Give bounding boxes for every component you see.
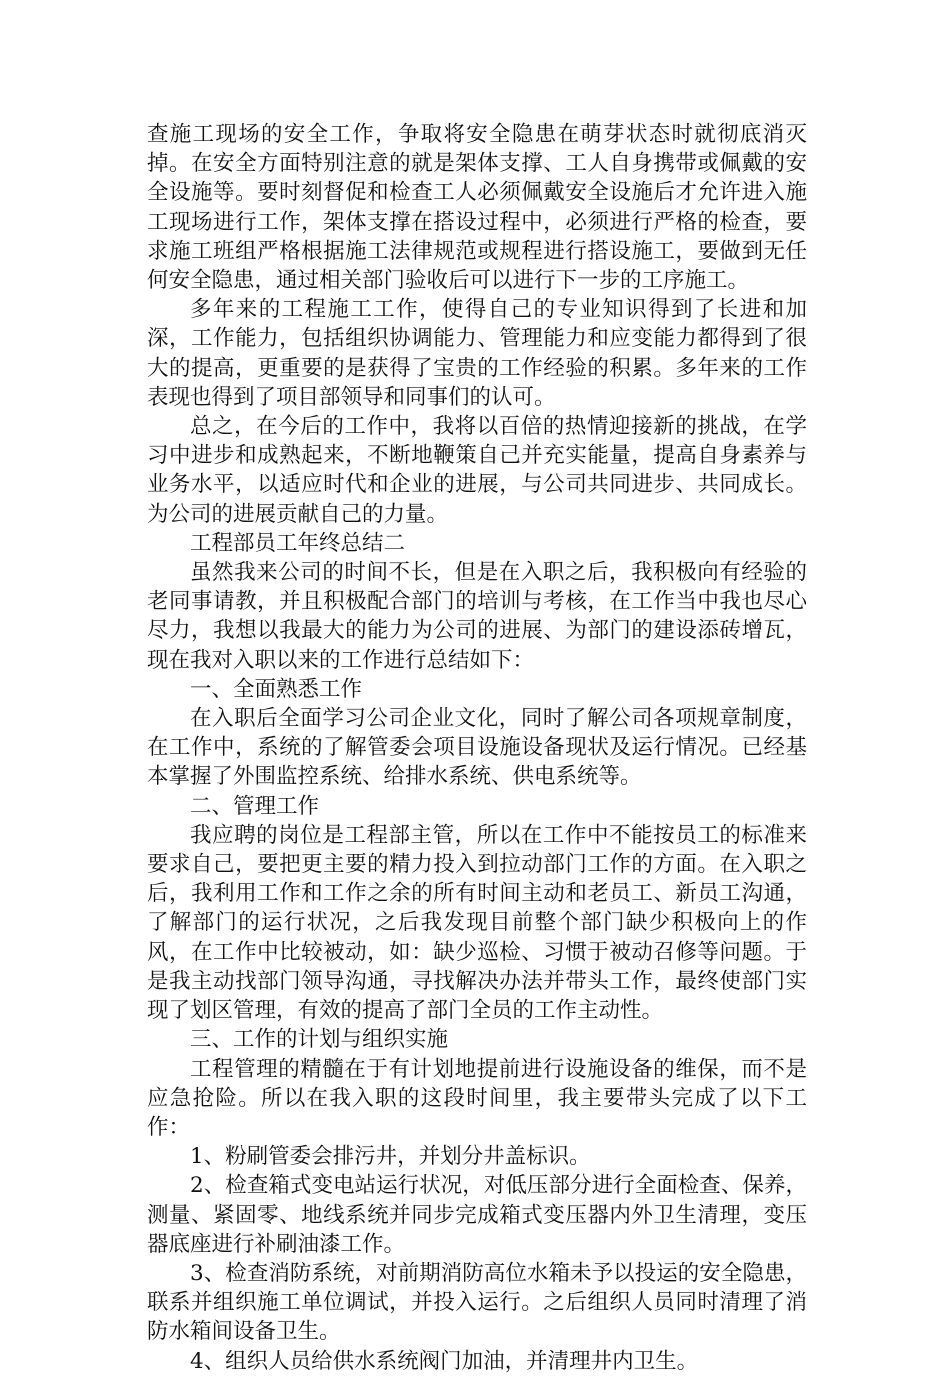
list-item-3: 3、检查消防系统，对前期消防高位水箱未予以投运的安全隐患，联系并组织施工单位调试，并投入运行。之后组织人员同时清理了消防水箱间设备卫生。 <box>147 1260 807 1345</box>
heading-management-work: 二、管理工作 <box>190 793 320 819</box>
paragraph-management-work: 我应聘的岗位是工程部主管，所以在工作中不能按员工的标准来要求自己，要把更主要的精力投入到拉动部门工作的方面。在入职之后，我利用工作和工作之余的所有时间主动和老员工、新员工沟通，了解部门的运行状况，之后我发现目前整个部门缺少积极向上的作风，在工作中比较被动，如：缺少巡检、习惯于被动召修等问题。于是我主动找部门领导沟通，寻找解决办法并带头工作，最终使部门实现了划区管理，有效的提高了部门全员的工作主动性。 <box>147 822 807 1024</box>
heading-work-planning: 三、工作的计划与组织实施 <box>190 1027 449 1053</box>
paragraph-familiarize-work: 在入职后全面学习公司企业文化，同时了解公司各项规章制度，在工作中，系统的了解管委会项目设施设备现状及运行情况。已经基本掌握了外围监控系统、给排水系统、供电系统等。 <box>147 706 807 790</box>
paragraph-conclusion: 总之，在今后的工作中，我将以百倍的热情迎接新的挑战，在学习中进步和成熟起来，不断地鞭策自己并充实能量，提高自身素养与业务水平，以适应时代和企业的进展，与公司共同进步、共同成长。为公司的进展贡献自己的力量。 <box>147 414 807 527</box>
list-item-4: 4、组织人员给供水系统阀门加油，并清理井内卫生。 <box>190 1348 699 1374</box>
paragraph-work-experience: 多年来的工程施工工作，使得自己的专业知识得到了长进和加深，工作能力，包括组织协调能力、管理能力和应变能力都得到了很大的提高，更重要的是获得了宝贵的工作经验的积累。多年来的工作表现也得到了项目部领导和同事们的认可。 <box>147 297 807 410</box>
list-item-1: 1、粉刷管委会排污井，并划分井盖标识。 <box>190 1144 591 1170</box>
document-page <box>147 120 807 1376</box>
paragraph-work-planning: 工程管理的精髓在于有计划地提前进行设施设备的维保，而不是应急抢险。所以在我入职的这段时间里，我主要带头完成了以下工作： <box>147 1056 807 1140</box>
heading-familiarize-work: 一、全面熟悉工作 <box>190 676 363 702</box>
section-title-summary-two: 工程部员工年终总结二 <box>190 530 406 556</box>
paragraph-introduction: 虽然我来公司的时间不长，但是在入职之后，我积极向有经验的老同事请教，并且积极配合部门的培训与考核，在工作当中我也尽心尽力，我想以我最大的能力为公司的进展、为部门的建设添砖增瓦，现在我对入职以来的工作进行总结如下： <box>147 560 807 673</box>
paragraph-safety-inspection: 查施工现场的安全工作，争取将安全隐患在萌芽状态时就彻底消灭掉。在安全方面特别注意的就是架体支撑、工人自身携带或佩戴的安全设施等。要时刻督促和检查工人必须佩戴安全设施后才允许进入施工现场进行工作，架体支撑在搭设过程中，必须进行严格的检查，要求施工班组严格根据施工法律规范或规程进行搭设施工，要做到无任何安全隐患，通过相关部门验收后可以进行下一步的工序施工。 <box>147 122 807 294</box>
list-item-2: 2、检查箱式变电站运行状况，对低压部分进行全面检查、保养，测量、紧固零、地线系统并同步完成箱式变压器内外卫生清理，变压器底座进行补刷油漆工作。 <box>147 1173 807 1257</box>
